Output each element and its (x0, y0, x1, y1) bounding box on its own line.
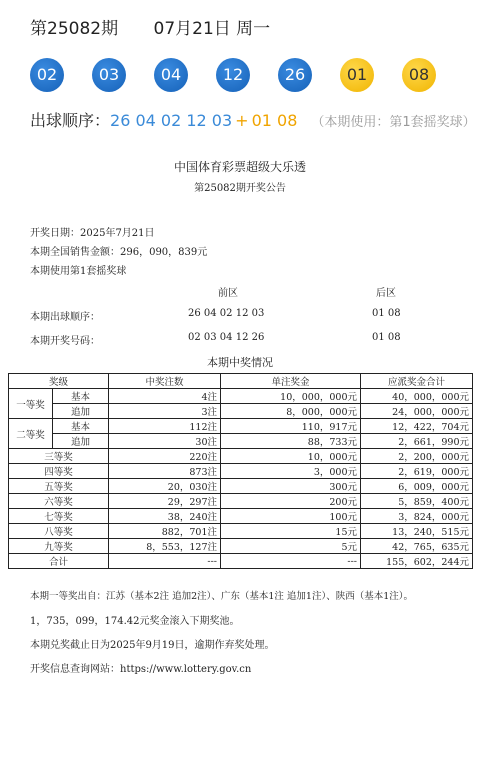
table-row (9, 479, 473, 494)
unit-prize: 100元 (221, 509, 361, 524)
unit-prize: 200元 (221, 494, 361, 509)
first-extra-label: 追加 (53, 404, 109, 419)
unit-prize: 3，000元 (221, 464, 361, 479)
front-zone-heading: 前区 (218, 288, 238, 299)
rollover-note: 1，735，099，174.42元奖金滚入下期奖池。 (30, 616, 240, 627)
second-extra-unit: 88，733元 (221, 434, 361, 449)
second-extra-label: 追加 (53, 434, 109, 449)
total-prize: 2，619，000元 (361, 464, 473, 479)
table-row (9, 449, 473, 464)
website-note: 开奖信息查询网站：https://www.lottery.gov.cn (30, 664, 252, 675)
first-prize-label: 一等奖 (9, 389, 53, 419)
level-label: 九等奖 (9, 539, 109, 554)
level-label: 三等奖 (9, 449, 109, 464)
draw-order-back: 01 08 (251, 111, 298, 130)
draw-order-label: 出球顺序： (30, 111, 111, 130)
table-row (9, 464, 473, 479)
winner-count: 873注 (109, 464, 221, 479)
ball-set-note: （本期使用：第1套摇奖球） (311, 115, 476, 130)
table-row (9, 419, 473, 434)
draw-order-front: 26 04 02 12 03 (110, 111, 233, 130)
total-prize: 42，765，635元 (361, 539, 473, 554)
table-row (9, 524, 473, 539)
total-sum: 155，602，244元 (361, 554, 473, 569)
ball-back-1: 01 (340, 58, 374, 92)
second-basic-unit: 110，917元 (221, 419, 361, 434)
unit-prize: 15元 (221, 524, 361, 539)
winner-count: 20，030注 (109, 479, 221, 494)
table-row (9, 434, 473, 449)
ball-front-1: 02 (30, 58, 64, 92)
number-row-back: 01 08 (372, 332, 401, 343)
first-basic-count: 4注 (109, 389, 221, 404)
winner-count: 29，297注 (109, 494, 221, 509)
number-row-label: 本期开奖号码： (30, 336, 100, 347)
number-row-front: 02 03 04 12 26 (188, 332, 265, 343)
table-header-row (9, 374, 473, 389)
table-row (9, 389, 473, 404)
first-extra-total: 24，000，000元 (361, 404, 473, 419)
doc-subtitle: 第25082期开奖公告 (194, 183, 286, 194)
doc-ball-set: 本期使用第1套摇奖球 (30, 266, 127, 277)
unit-prize: 10，000元 (221, 449, 361, 464)
level-label: 四等奖 (9, 464, 109, 479)
table-row (9, 494, 473, 509)
second-extra-total: 2，661，990元 (361, 434, 473, 449)
total-prize: 6，009，000元 (361, 479, 473, 494)
issue-header (30, 14, 270, 39)
ball-front-4: 12 (216, 58, 250, 92)
unit-prize: 5元 (221, 539, 361, 554)
level-label: 六等奖 (9, 494, 109, 509)
ball-front-3: 04 (154, 58, 188, 92)
total-label: 合计 (9, 554, 109, 569)
first-basic-total: 40，000，000元 (361, 389, 473, 404)
level-label: 五等奖 (9, 479, 109, 494)
draw-order (30, 108, 476, 131)
second-basic-total: 12，422，704元 (361, 419, 473, 434)
level-label: 七等奖 (9, 509, 109, 524)
prize-table (8, 373, 473, 569)
second-extra-count: 30注 (109, 434, 221, 449)
total-prize: 3，824，000元 (361, 509, 473, 524)
order-row-label: 本期出球顺序： (30, 312, 100, 323)
second-basic-count: 112注 (109, 419, 221, 434)
total-unit: --- (221, 554, 361, 569)
table-total-row (9, 554, 473, 569)
draw-date-weekday: 07月21日 周一 (153, 19, 271, 39)
ball-back-2: 08 (402, 58, 436, 92)
doc-title: 中国体育彩票超级大乐透 (173, 160, 306, 174)
total-prize: 13，240，515元 (361, 524, 473, 539)
issue-number: 第25082期 (30, 19, 119, 39)
order-row-front: 26 04 02 12 03 (188, 308, 265, 319)
header-level: 奖级 (9, 374, 109, 389)
total-prize: 5，859，400元 (361, 494, 473, 509)
first-basic-unit: 10，000，000元 (221, 389, 361, 404)
back-zone-heading: 后区 (376, 288, 396, 299)
total-prize: 2，200，000元 (361, 449, 473, 464)
order-row-back: 01 08 (372, 308, 401, 319)
winner-count: 882，701注 (109, 524, 221, 539)
table-row (9, 404, 473, 419)
total-count: --- (109, 554, 221, 569)
doc-sales: 本期全国销售金额：296，090，839元 (30, 247, 208, 258)
draw-order-plus: + (235, 111, 249, 130)
table-row (9, 539, 473, 554)
second-basic-label: 基本 (53, 419, 109, 434)
deadline-note: 本期兑奖截止日为2025年9月19日，逾期作弃奖处理。 (30, 640, 275, 651)
ball-front-2: 03 (92, 58, 126, 92)
header-total-prize: 应派奖金合计 (361, 374, 473, 389)
table-row (9, 509, 473, 524)
second-prize-label: 二等奖 (9, 419, 53, 449)
first-prize-origin: 本期一等奖出自：江苏（基本2注 追加2注）、广东（基本1注 追加1注）、陕西（基本1注）。 (30, 591, 414, 602)
level-label: 八等奖 (9, 524, 109, 539)
doc-draw-date: 开奖日期：2025年7月21日 (30, 228, 155, 239)
winner-count: 220注 (109, 449, 221, 464)
winner-count: 38，240注 (109, 509, 221, 524)
header-count: 中奖注数 (109, 374, 221, 389)
unit-prize: 300元 (221, 479, 361, 494)
first-basic-label: 基本 (53, 389, 109, 404)
first-extra-unit: 8，000，000元 (221, 404, 361, 419)
winner-count: 8，553，127注 (109, 539, 221, 554)
header-unit-prize: 单注奖金 (221, 374, 361, 389)
ball-front-5: 26 (278, 58, 312, 92)
first-extra-count: 3注 (109, 404, 221, 419)
table-title: 本期中奖情况 (207, 356, 273, 369)
